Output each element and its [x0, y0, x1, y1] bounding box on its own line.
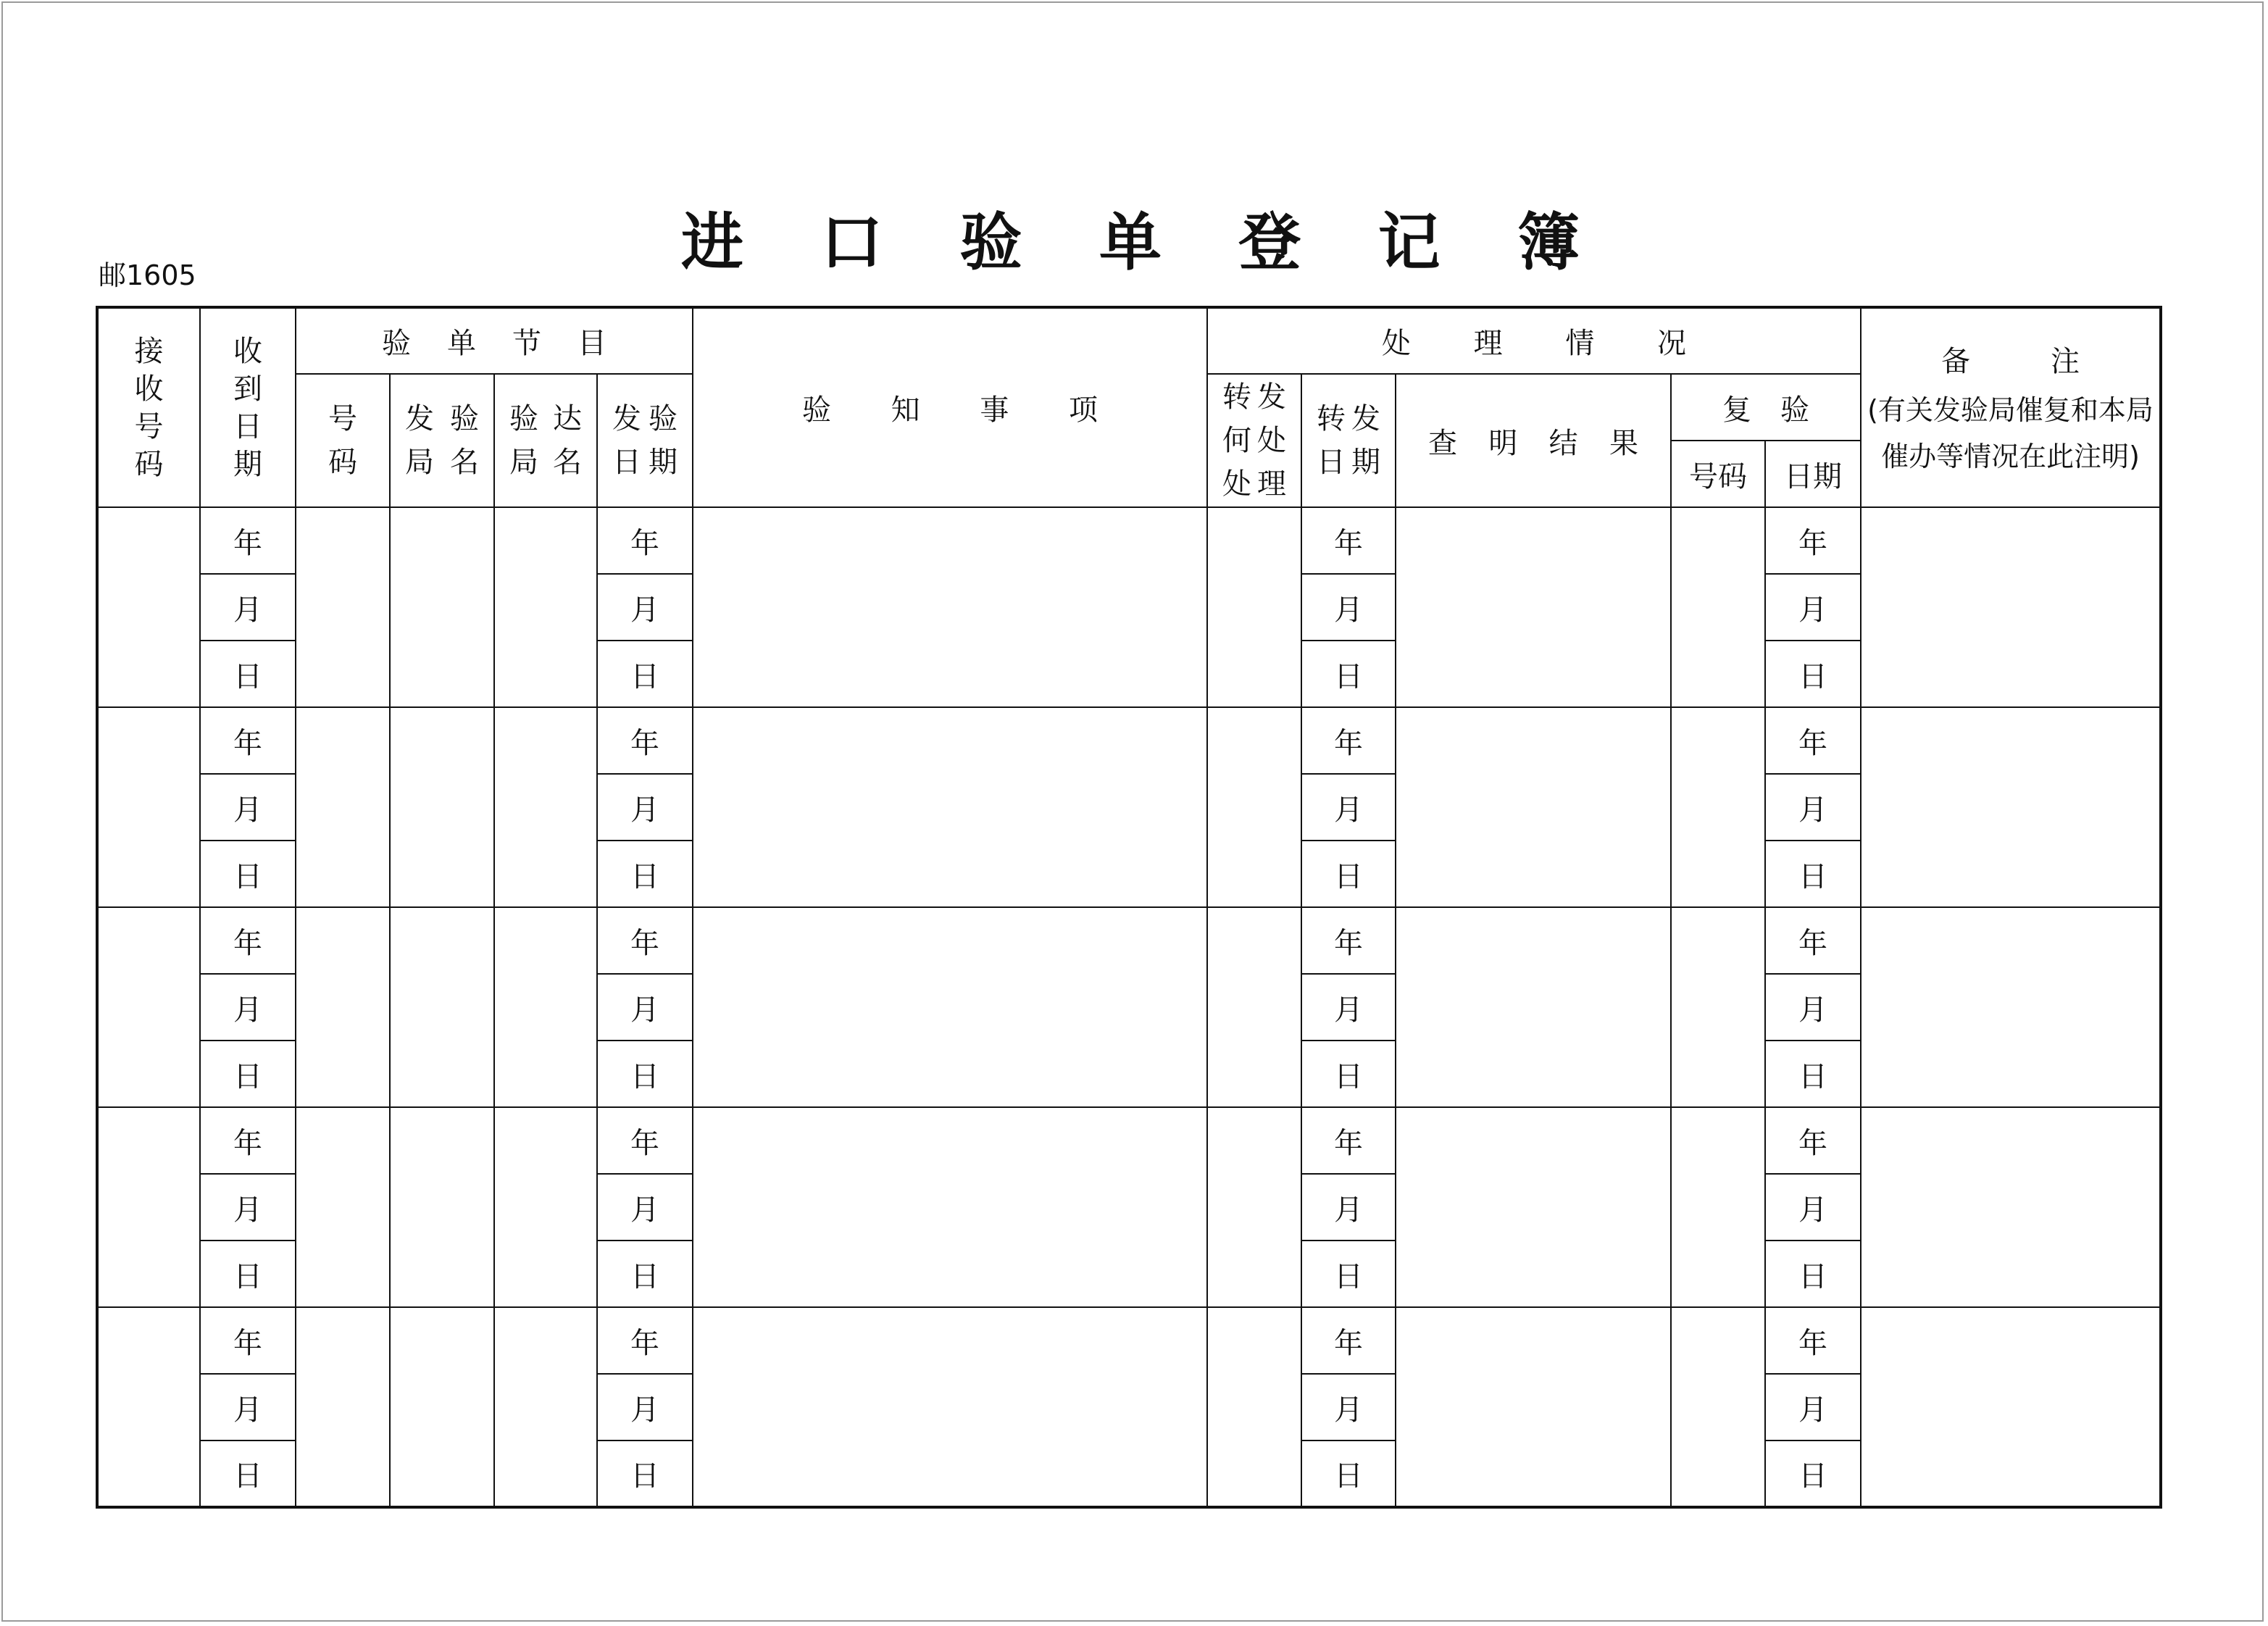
recheck-date-unit: 年 — [1765, 507, 1861, 574]
recheck-date-unit: 年 — [1765, 907, 1861, 974]
forward-date-unit: 日 — [1301, 841, 1396, 907]
issue-date-unit: 月 — [597, 974, 693, 1041]
label-text: 况 — [1656, 327, 1686, 360]
issue-date-unit: 年 — [597, 907, 693, 974]
label-text: 收 — [134, 372, 164, 406]
ledger-table — [96, 306, 2162, 1509]
notice-items-cell[interactable] — [693, 1107, 1207, 1307]
recheck-date-unit: 日 — [1765, 1041, 1861, 1107]
label-text: 查 — [1428, 426, 1457, 460]
forward-date-unit: 年 — [1301, 1107, 1396, 1174]
label-text: 记 — [1377, 207, 1441, 279]
received-date-unit: 年 — [200, 1307, 296, 1374]
header-number — [296, 374, 390, 507]
forward-date-unit: 月 — [1301, 1374, 1396, 1441]
label-text: 号 — [328, 402, 357, 435]
label-text: 果 — [1609, 426, 1638, 460]
received-date-unit: 年 — [200, 707, 296, 774]
recheck-number-cell[interactable] — [1671, 907, 1765, 1107]
issue-date-unit: 月 — [597, 774, 693, 841]
recheck-date-unit: 月 — [1765, 974, 1861, 1041]
forward-date-unit: 年 — [1301, 507, 1396, 574]
label-text: 处 — [1257, 424, 1286, 457]
remarks-cell[interactable] — [1861, 507, 2161, 707]
remarks-cell[interactable] — [1861, 1307, 2161, 1507]
label-text: 验 — [509, 402, 538, 435]
findings-cell[interactable] — [1396, 707, 1671, 907]
remarks-cell[interactable] — [1861, 707, 2161, 907]
header-processing — [1207, 307, 1861, 374]
issue-date-unit: 年 — [597, 1307, 693, 1374]
issue-date-unit: 月 — [597, 574, 693, 641]
form-code: 邮1605 — [99, 259, 196, 291]
forward-date-unit: 月 — [1301, 974, 1396, 1041]
number-cell[interactable] — [296, 707, 390, 907]
label-text: 码 — [328, 446, 357, 479]
label-text — [693, 387, 1206, 428]
recheck-date-unit: 年 — [1765, 1307, 1861, 1374]
received-date-unit: 年 — [200, 1107, 296, 1174]
receiving-office-cell[interactable] — [494, 1107, 597, 1307]
label-text: 明 — [1488, 426, 1518, 460]
issue-date-unit: 日 — [597, 841, 693, 907]
remarks-cell[interactable] — [1861, 907, 2161, 1107]
received-date-unit: 月 — [200, 1174, 296, 1241]
label-text: 验 — [450, 402, 479, 435]
forward-to-cell[interactable] — [1207, 1107, 1301, 1307]
recheck-date-unit: 月 — [1765, 1174, 1861, 1241]
issue-date-unit: 日 — [597, 1441, 693, 1507]
table-row — [97, 907, 2161, 974]
label-text: 单 — [1098, 207, 1162, 279]
forward-date-unit: 月 — [1301, 1174, 1396, 1241]
receipt-no-cell[interactable] — [97, 707, 200, 907]
table-row — [97, 1307, 2161, 1374]
label-text: 处 — [1382, 327, 1411, 360]
recheck-date-unit: 日 — [1765, 1241, 1861, 1307]
header-section — [296, 307, 693, 374]
receipt-no-cell[interactable] — [97, 907, 200, 1107]
label-text: 局 — [509, 446, 538, 479]
label-text: 局 — [405, 446, 434, 479]
issue-date-unit: 月 — [597, 1174, 693, 1241]
header-forward-date — [1301, 374, 1396, 507]
label-text: 验 — [649, 402, 678, 435]
recheck-number-cell[interactable] — [1671, 1307, 1765, 1507]
label-text: 情 — [1565, 327, 1595, 360]
label-text — [598, 397, 692, 441]
recheck-date-unit: 年 — [1765, 1107, 1861, 1174]
label-text — [598, 441, 692, 484]
table-row — [97, 507, 2161, 574]
label-text — [1861, 336, 2159, 387]
label-text: 口 — [820, 207, 883, 279]
received-date-unit: 日 — [200, 841, 296, 907]
header-issuing-office — [390, 374, 494, 507]
label-text: 进 — [681, 207, 743, 279]
label-text — [495, 441, 596, 484]
recheck-date-unit: 年 — [1765, 707, 1861, 774]
label-text: 发 — [405, 402, 434, 435]
forward-date-unit: 日 — [1301, 1441, 1396, 1507]
label-text — [296, 320, 692, 362]
findings-cell[interactable] — [1396, 1107, 1671, 1307]
issue-date-unit: 日 — [597, 641, 693, 707]
label-text — [1302, 441, 1395, 484]
notice-items-cell[interactable] — [693, 707, 1207, 907]
label-text — [391, 441, 493, 484]
received-date-unit: 年 — [200, 907, 296, 974]
number-cell[interactable] — [296, 907, 390, 1107]
label-text: 知 — [891, 393, 920, 427]
number-cell[interactable] — [296, 1107, 390, 1307]
label-text: 名 — [553, 446, 582, 479]
received-date-unit: 月 — [200, 1374, 296, 1441]
received-date-unit: 日 — [200, 1041, 296, 1107]
receipt-no-cell[interactable] — [97, 1107, 200, 1307]
label-text: 码 — [134, 447, 164, 481]
label-text — [1396, 420, 1670, 462]
label-text — [391, 397, 493, 441]
header-recheck-date: 日期 — [1765, 441, 1861, 507]
label-text: 期 — [1351, 446, 1380, 479]
label-text: 注 — [2051, 344, 2080, 378]
label-text: 处 — [1222, 467, 1251, 501]
label-text: 验 — [1780, 393, 1809, 427]
receiving-office-cell[interactable] — [494, 707, 597, 907]
issuing-office-cell[interactable] — [390, 907, 494, 1107]
forward-to-cell[interactable] — [1207, 907, 1301, 1107]
label-text: 收 — [233, 334, 262, 368]
label-text: 结 — [1548, 426, 1578, 460]
remarks-cell[interactable] — [1861, 1107, 2161, 1307]
received-date-unit: 月 — [200, 974, 296, 1041]
recheck-date-unit: 日 — [1765, 641, 1861, 707]
label-text: 发 — [1351, 402, 1380, 435]
recheck-date-unit: 月 — [1765, 1374, 1861, 1441]
findings-cell[interactable] — [1396, 507, 1671, 707]
received-date-unit: 日 — [200, 1441, 296, 1507]
receiving-office-cell[interactable] — [494, 507, 597, 707]
forward-date-unit: 年 — [1301, 1307, 1396, 1374]
label-text — [1208, 320, 1860, 362]
notice-items-cell[interactable] — [693, 507, 1207, 707]
label-text: 单 — [447, 327, 476, 360]
label-text: 发 — [1257, 380, 1286, 414]
findings-cell[interactable] — [1396, 907, 1671, 1107]
label-text: 何 — [1222, 424, 1251, 457]
recheck-date-unit: 日 — [1765, 841, 1861, 907]
label-text: 到 — [233, 372, 262, 406]
issue-date-unit: 月 — [597, 1374, 693, 1441]
received-date-unit: 月 — [200, 574, 296, 641]
label-text: 验 — [959, 207, 1022, 279]
forward-date-unit: 年 — [1301, 707, 1396, 774]
receipt-no-cell[interactable] — [97, 507, 200, 707]
issuing-office-cell[interactable] — [390, 707, 494, 907]
label-text: 日 — [1317, 446, 1346, 479]
number-cell[interactable] — [296, 507, 390, 707]
header-recheck — [1671, 374, 1861, 441]
label-text: 登 — [1238, 207, 1301, 279]
table-row — [97, 707, 2161, 774]
header-notice-items — [693, 307, 1207, 507]
recheck-date-unit: 月 — [1765, 574, 1861, 641]
issue-date-unit: 日 — [597, 1041, 693, 1107]
forward-to-cell[interactable] — [1207, 1307, 1301, 1507]
label-text: 催办等情况在此注明) — [1881, 440, 2140, 472]
label-text: 名 — [450, 446, 479, 479]
label-text: 期 — [233, 447, 262, 481]
recheck-date-unit: 月 — [1765, 774, 1861, 841]
header-received-date — [200, 307, 296, 507]
label-text: 项 — [1068, 393, 1098, 427]
recheck-number-cell[interactable] — [1671, 1107, 1765, 1307]
label-text: 验 — [382, 327, 411, 360]
forward-to-cell[interactable] — [1207, 507, 1301, 707]
received-date-unit: 月 — [200, 774, 296, 841]
recheck-number-cell[interactable] — [1671, 707, 1765, 907]
label-text: 理 — [1473, 327, 1503, 360]
notice-items-cell[interactable] — [693, 1307, 1207, 1507]
issue-date-unit: 日 — [597, 1241, 693, 1307]
forward-date-unit: 年 — [1301, 907, 1396, 974]
label-text: 事 — [980, 393, 1009, 427]
received-date-unit: 日 — [200, 1241, 296, 1307]
header-recheck-number: 号码 — [1671, 441, 1765, 507]
notice-items-cell[interactable] — [693, 907, 1207, 1107]
forward-date-unit: 月 — [1301, 774, 1396, 841]
forward-to-cell[interactable] — [1207, 707, 1301, 907]
label-text — [1208, 462, 1301, 506]
received-date-unit: 年 — [200, 507, 296, 574]
header-remarks — [1861, 307, 2161, 507]
label-text: 达 — [553, 402, 582, 435]
header-receiving-office — [494, 374, 597, 507]
receiving-office-cell[interactable] — [494, 907, 597, 1107]
header-findings — [1396, 374, 1671, 507]
issuing-office-cell[interactable] — [390, 507, 494, 707]
forward-date-unit: 日 — [1301, 1241, 1396, 1307]
label-text: 发 — [612, 402, 641, 435]
label-text — [495, 397, 596, 441]
issuing-office-cell[interactable] — [390, 1307, 494, 1507]
issue-date-unit: 年 — [597, 1107, 693, 1174]
receiving-office-cell[interactable] — [494, 1307, 597, 1507]
label-text — [1302, 397, 1395, 441]
table-row — [97, 1107, 2161, 1174]
label-text: 目 — [578, 327, 606, 360]
label-text: 期 — [649, 446, 678, 479]
recheck-number-cell[interactable] — [1671, 507, 1765, 707]
label-text: 转 — [1222, 380, 1251, 414]
label-text: (有关发验局催复和本局 — [1867, 393, 2154, 426]
label-text — [1672, 387, 1860, 428]
header-receipt-no — [97, 307, 200, 507]
received-date-unit: 日 — [200, 641, 296, 707]
label-text: 簿 — [1517, 207, 1580, 279]
findings-cell[interactable] — [1396, 1307, 1671, 1507]
label-text: 转 — [1317, 402, 1346, 435]
issuing-office-cell[interactable] — [390, 1107, 494, 1307]
forward-date-unit: 日 — [1301, 1041, 1396, 1107]
forward-date-unit: 月 — [1301, 574, 1396, 641]
label-text: 复 — [1722, 393, 1751, 427]
label-text: 备 — [1941, 344, 1970, 378]
header-issue-date — [597, 374, 693, 507]
label-text: 节 — [512, 327, 541, 360]
label-text: 号 — [134, 409, 164, 443]
label-text: 日 — [612, 446, 641, 479]
issue-date-unit: 年 — [597, 707, 693, 774]
label-text: 理 — [1257, 467, 1286, 501]
number-cell[interactable] — [296, 1307, 390, 1507]
label-text: 验 — [802, 393, 831, 427]
label-text — [1208, 419, 1301, 462]
label-text — [1208, 375, 1301, 419]
header-forward-to — [1207, 374, 1301, 507]
label-text: 日 — [233, 409, 262, 443]
issue-date-unit: 年 — [597, 507, 693, 574]
page-title — [681, 203, 1580, 283]
receipt-no-cell[interactable] — [97, 1307, 200, 1507]
recheck-date-unit: 日 — [1765, 1441, 1861, 1507]
label-text: 接 — [134, 334, 164, 368]
forward-date-unit: 日 — [1301, 641, 1396, 707]
